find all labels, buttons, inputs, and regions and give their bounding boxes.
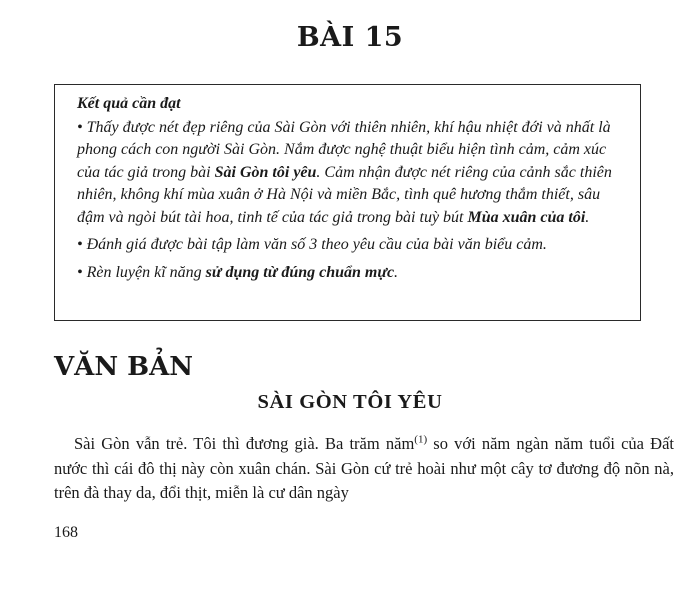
lesson-title: BÀI 15	[296, 22, 404, 53]
learning-goals-box	[54, 84, 641, 321]
goal-item-1	[77, 117, 628, 230]
goal-item-2: • Đánh giá được bài tập làm văn số 3 theo yêu cầu của bài văn biểu cảm.	[77, 236, 547, 253]
goal-item-1-text-b: . Cảm nhận được nét riêng của cảnh sắc thiên nhiên, không khí mùa xuân ở Hà Nội và miền Bắc, tình quê hương thắm thiết, sâu đậm và ngòi bút tài hoa, tinh tế của tác giả trong bài tuỳ bút	[77, 163, 612, 226]
page-number: 168	[54, 524, 78, 541]
goal-item-1-text-c: .	[585, 208, 590, 226]
body-text-a: Sài Gòn vẫn trẻ. Tôi thì đương già. Ba trăm năm	[74, 434, 415, 453]
goal-item-3-text-a: • Rèn luyện kĩ năng	[77, 263, 206, 281]
goal-item-3	[77, 262, 628, 285]
body-paragraph	[54, 432, 674, 506]
text-title: SÀI GÒN TÔI YÊU	[257, 391, 443, 413]
goals-heading: Kết quả cần đạt	[77, 95, 181, 112]
goal-item-1-bold-b: Mùa xuân của tôi	[467, 208, 586, 226]
goal-item-3-bold: sử dụng từ đúng chuẩn mực	[205, 263, 395, 281]
body-text-b: so với năm ngàn năm tuổi của Đất nước thì cái đô thị này còn xuân chán. Sài Gòn cứ trẻ hoài như một cây tơ đương độ nõn nà, trên đà thay da, đổi thịt, miễn là cư dân ngày	[54, 434, 674, 502]
goal-item-1-text-a: • Thấy được nét đẹp riêng của Sài Gòn với thiên nhiên, khí hậu nhiệt đới và nhất là phong cách con người Sài Gòn. Nắm được nghệ thuật biểu hiện tình cảm, cảm xúc của tác giả trong bài	[77, 118, 611, 181]
goal-item-3-text-b: .	[394, 263, 399, 281]
goal-item-1-bold-a: Sài Gòn tôi yêu	[214, 163, 317, 181]
footnote-marker[interactable]: (1)	[414, 433, 428, 446]
section-heading: VĂN BẢN	[54, 352, 194, 382]
